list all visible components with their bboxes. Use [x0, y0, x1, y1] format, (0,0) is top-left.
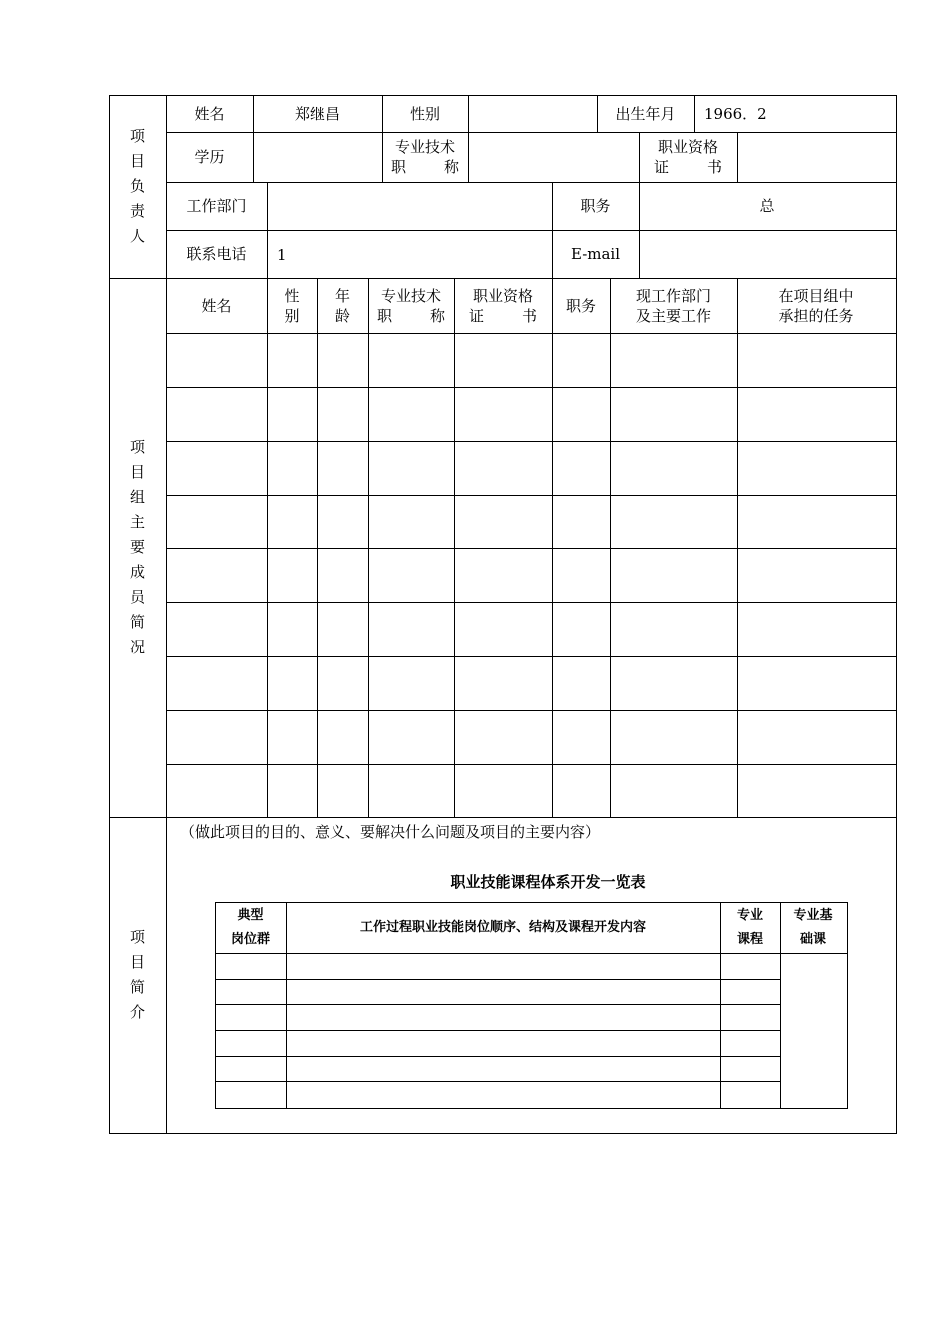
table-row[interactable]	[166, 603, 895, 656]
members-header-cert	[454, 278, 552, 333]
professional-title-label	[382, 132, 468, 182]
members-header-gender	[267, 278, 317, 333]
table-row[interactable]	[166, 765, 895, 817]
table-row[interactable]	[215, 1057, 780, 1081]
members-header-age-line2: 龄	[334, 306, 350, 325]
subtable-header-group-line1: 典型	[237, 907, 264, 923]
table-row[interactable]	[166, 334, 895, 387]
subtable-header-basic	[780, 902, 846, 953]
members-header-title-line1: 专业技术	[380, 286, 441, 305]
leader-section-label-text: 项 目 负 责 人	[129, 127, 145, 245]
dept-value[interactable]	[267, 182, 552, 230]
email-label: E-mail	[570, 245, 621, 263]
phone-label: 联系电话	[186, 245, 247, 263]
table-row[interactable]	[166, 388, 895, 441]
qualification-cert-line2: 证 书	[654, 158, 722, 176]
members-header-position: 职务	[565, 296, 596, 315]
position-label: 职务	[580, 197, 611, 215]
professional-title-line2: 职 称	[391, 158, 459, 176]
gender-value[interactable]	[468, 95, 597, 132]
name-value[interactable]: 郑继昌	[294, 104, 340, 123]
members-header-task-line1: 在项目组中	[778, 286, 854, 305]
table-row[interactable]	[166, 657, 895, 710]
position-value[interactable]: 总	[759, 197, 775, 215]
subtable-header-basic-line2: 础课	[799, 931, 826, 947]
members-header-dept-line2: 及主要工作	[635, 306, 711, 325]
table-row[interactable]	[215, 1005, 780, 1030]
subtable-header-content: 工作过程职业技能岗位顺序、结构及课程开发内容	[359, 919, 646, 935]
section-divider	[109, 817, 896, 818]
education-label: 学历	[194, 148, 225, 166]
table-row[interactable]	[166, 496, 895, 548]
education-value[interactable]	[253, 132, 382, 182]
qualification-cert-value[interactable]	[737, 132, 895, 182]
subtable-header-major-line2: 课程	[736, 931, 763, 947]
table-row[interactable]	[166, 549, 895, 602]
intro-section-label	[109, 817, 166, 1133]
basic-course-cell[interactable]	[781, 954, 846, 1107]
email-value[interactable]	[639, 230, 895, 278]
phone-value[interactable]: 1	[277, 246, 287, 264]
members-header-age	[317, 278, 368, 333]
members-header-cert-line1: 职业资格	[472, 286, 533, 305]
subtable-header-major-line1: 专业	[736, 907, 763, 923]
members-header-title	[368, 278, 454, 333]
table-row[interactable]	[166, 442, 895, 495]
members-header-dept	[610, 278, 737, 333]
table-row[interactable]	[215, 1031, 780, 1056]
qualification-cert-label	[639, 132, 737, 182]
members-header-age-line1: 年	[334, 286, 350, 305]
birth-value[interactable]: 1966．2	[704, 105, 767, 123]
members-section-label	[109, 278, 166, 817]
gender-label: 性别	[409, 104, 440, 123]
dept-label: 工作部门	[186, 197, 247, 215]
members-header-gender-line1: 性	[284, 286, 300, 305]
subtable-header-basic-line1: 专业基	[793, 907, 833, 923]
table-row[interactable]	[215, 980, 780, 1004]
leader-section-label	[109, 95, 166, 278]
subtable-title: 职业技能课程体系开发一览表	[450, 873, 646, 891]
leader-col-divider	[694, 95, 695, 133]
members-header-title-line2: 职 称	[377, 306, 445, 325]
intro-instruction: （做此项目的目的、意义、要解决什么问题及项目的主要内容）	[180, 823, 601, 841]
professional-title-value[interactable]	[468, 132, 639, 182]
intro-section-label-text: 项 目 简 介	[129, 928, 145, 1021]
qualification-cert-line1: 职业资格	[657, 138, 718, 156]
members-header-task-line2: 承担的任务	[778, 306, 854, 325]
subtable-header-group-line2: 岗位群	[230, 931, 270, 947]
members-section-label-text: 项 目 组 主 要 成 员 简 况	[129, 438, 145, 656]
members-header-task	[737, 278, 895, 333]
table-row[interactable]	[215, 1082, 780, 1107]
professional-title-line1: 专业技术	[394, 138, 455, 156]
table-row[interactable]	[215, 954, 780, 979]
members-header-gender-line2: 别	[284, 306, 300, 325]
subtable-header-group	[215, 902, 286, 953]
members-header-cert-line2: 证 书	[469, 306, 537, 325]
members-header-dept-line1: 现工作部门	[635, 286, 711, 305]
subtable-header-major	[720, 902, 780, 953]
members-header-name: 姓名	[201, 296, 232, 315]
name-label: 姓名	[194, 104, 225, 123]
birth-label: 出生年月	[615, 104, 676, 123]
table-row[interactable]	[166, 711, 895, 764]
